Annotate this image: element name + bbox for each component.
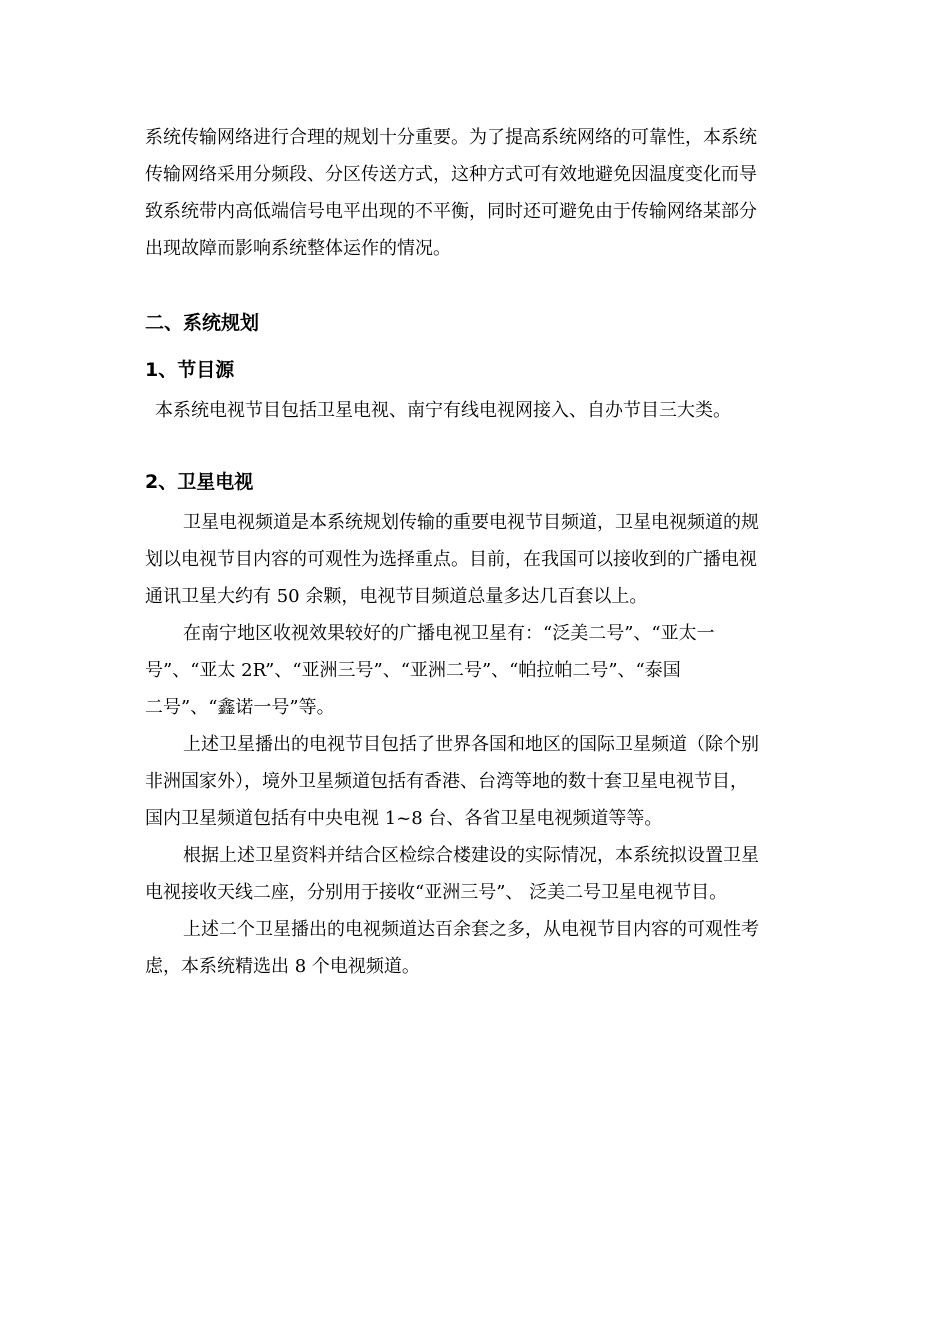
satellite-p3-line-3: 国内卫星频道包括有中央电视 1~8 台、各省卫星电视频道等等。 <box>145 808 663 829</box>
satellite-p2-line-3: 二号”、“鑫诺一号”等。 <box>145 697 335 718</box>
satellite-p3-line-2: 非洲国家外），境外卫星频道包括有香港、台湾等地的数十套卫星电视节目， <box>145 771 748 792</box>
section-heading-system-planning: 二、系统规划 <box>145 312 260 334</box>
program-source-text: 本系统电视节目包括卫星电视、南宁有线电视网接入、自办节目三大类。 <box>155 400 731 421</box>
subheading-program-source: 1、节目源 <box>145 359 235 381</box>
satellite-p4-line-2: 电视接收天线二座，分别用于接收“亚洲三号”、 泛美二号卫星电视节目。 <box>145 882 728 903</box>
satellite-p2-line-2: 号”、“亚太 2R”、“亚洲三号”、“亚洲二号”、“帕拉帕二号”、“泰国 <box>145 660 681 681</box>
intro-line-2: 传输网络采用分频段、分区传送方式，这种方式可有效地避免因温度变化而导 <box>145 164 757 185</box>
intro-line-3: 致系统带内高低端信号电平出现的不平衡，同时还可避免由于传输网络某部分 <box>145 201 757 222</box>
satellite-p3-line-1: 上述卫星播出的电视节目包括了世界各国和地区的国际卫星频道（除个别 <box>183 734 759 755</box>
satellite-p1-line-1: 卫星电视频道是本系统规划传输的重要电视节目频道，卫星电视频道的规 <box>183 512 759 533</box>
satellite-p4-line-1: 根据上述卫星资料并结合区检综合楼建设的实际情况，本系统拟设置卫星 <box>183 845 759 866</box>
satellite-p5-line-1: 上述二个卫星播出的电视频道达百余套之多，从电视节目内容的可观性考 <box>183 919 759 940</box>
satellite-p1-line-3: 通讯卫星大约有 50 余颗，电视节目频道总量多达几百套以上。 <box>145 586 648 607</box>
intro-line-1: 系统传输网络进行合理的规划十分重要。为了提高系统网络的可靠性，本系统 <box>145 127 757 148</box>
intro-line-4: 出现故障而影响系统整体运作的情况。 <box>145 238 451 259</box>
subheading-satellite-tv: 2、卫星电视 <box>145 471 254 493</box>
satellite-p5-line-2: 虑，本系统精选出 8 个电视频道。 <box>145 956 420 977</box>
satellite-p1-line-2: 划以电视节目内容的可观性为选择重点。目前，在我国可以接收到的广播电视 <box>145 549 757 570</box>
satellite-p2-line-1: 在南宁地区收视效果较好的广播电视卫星有：“泛美二号”、“亚太一 <box>183 623 715 644</box>
